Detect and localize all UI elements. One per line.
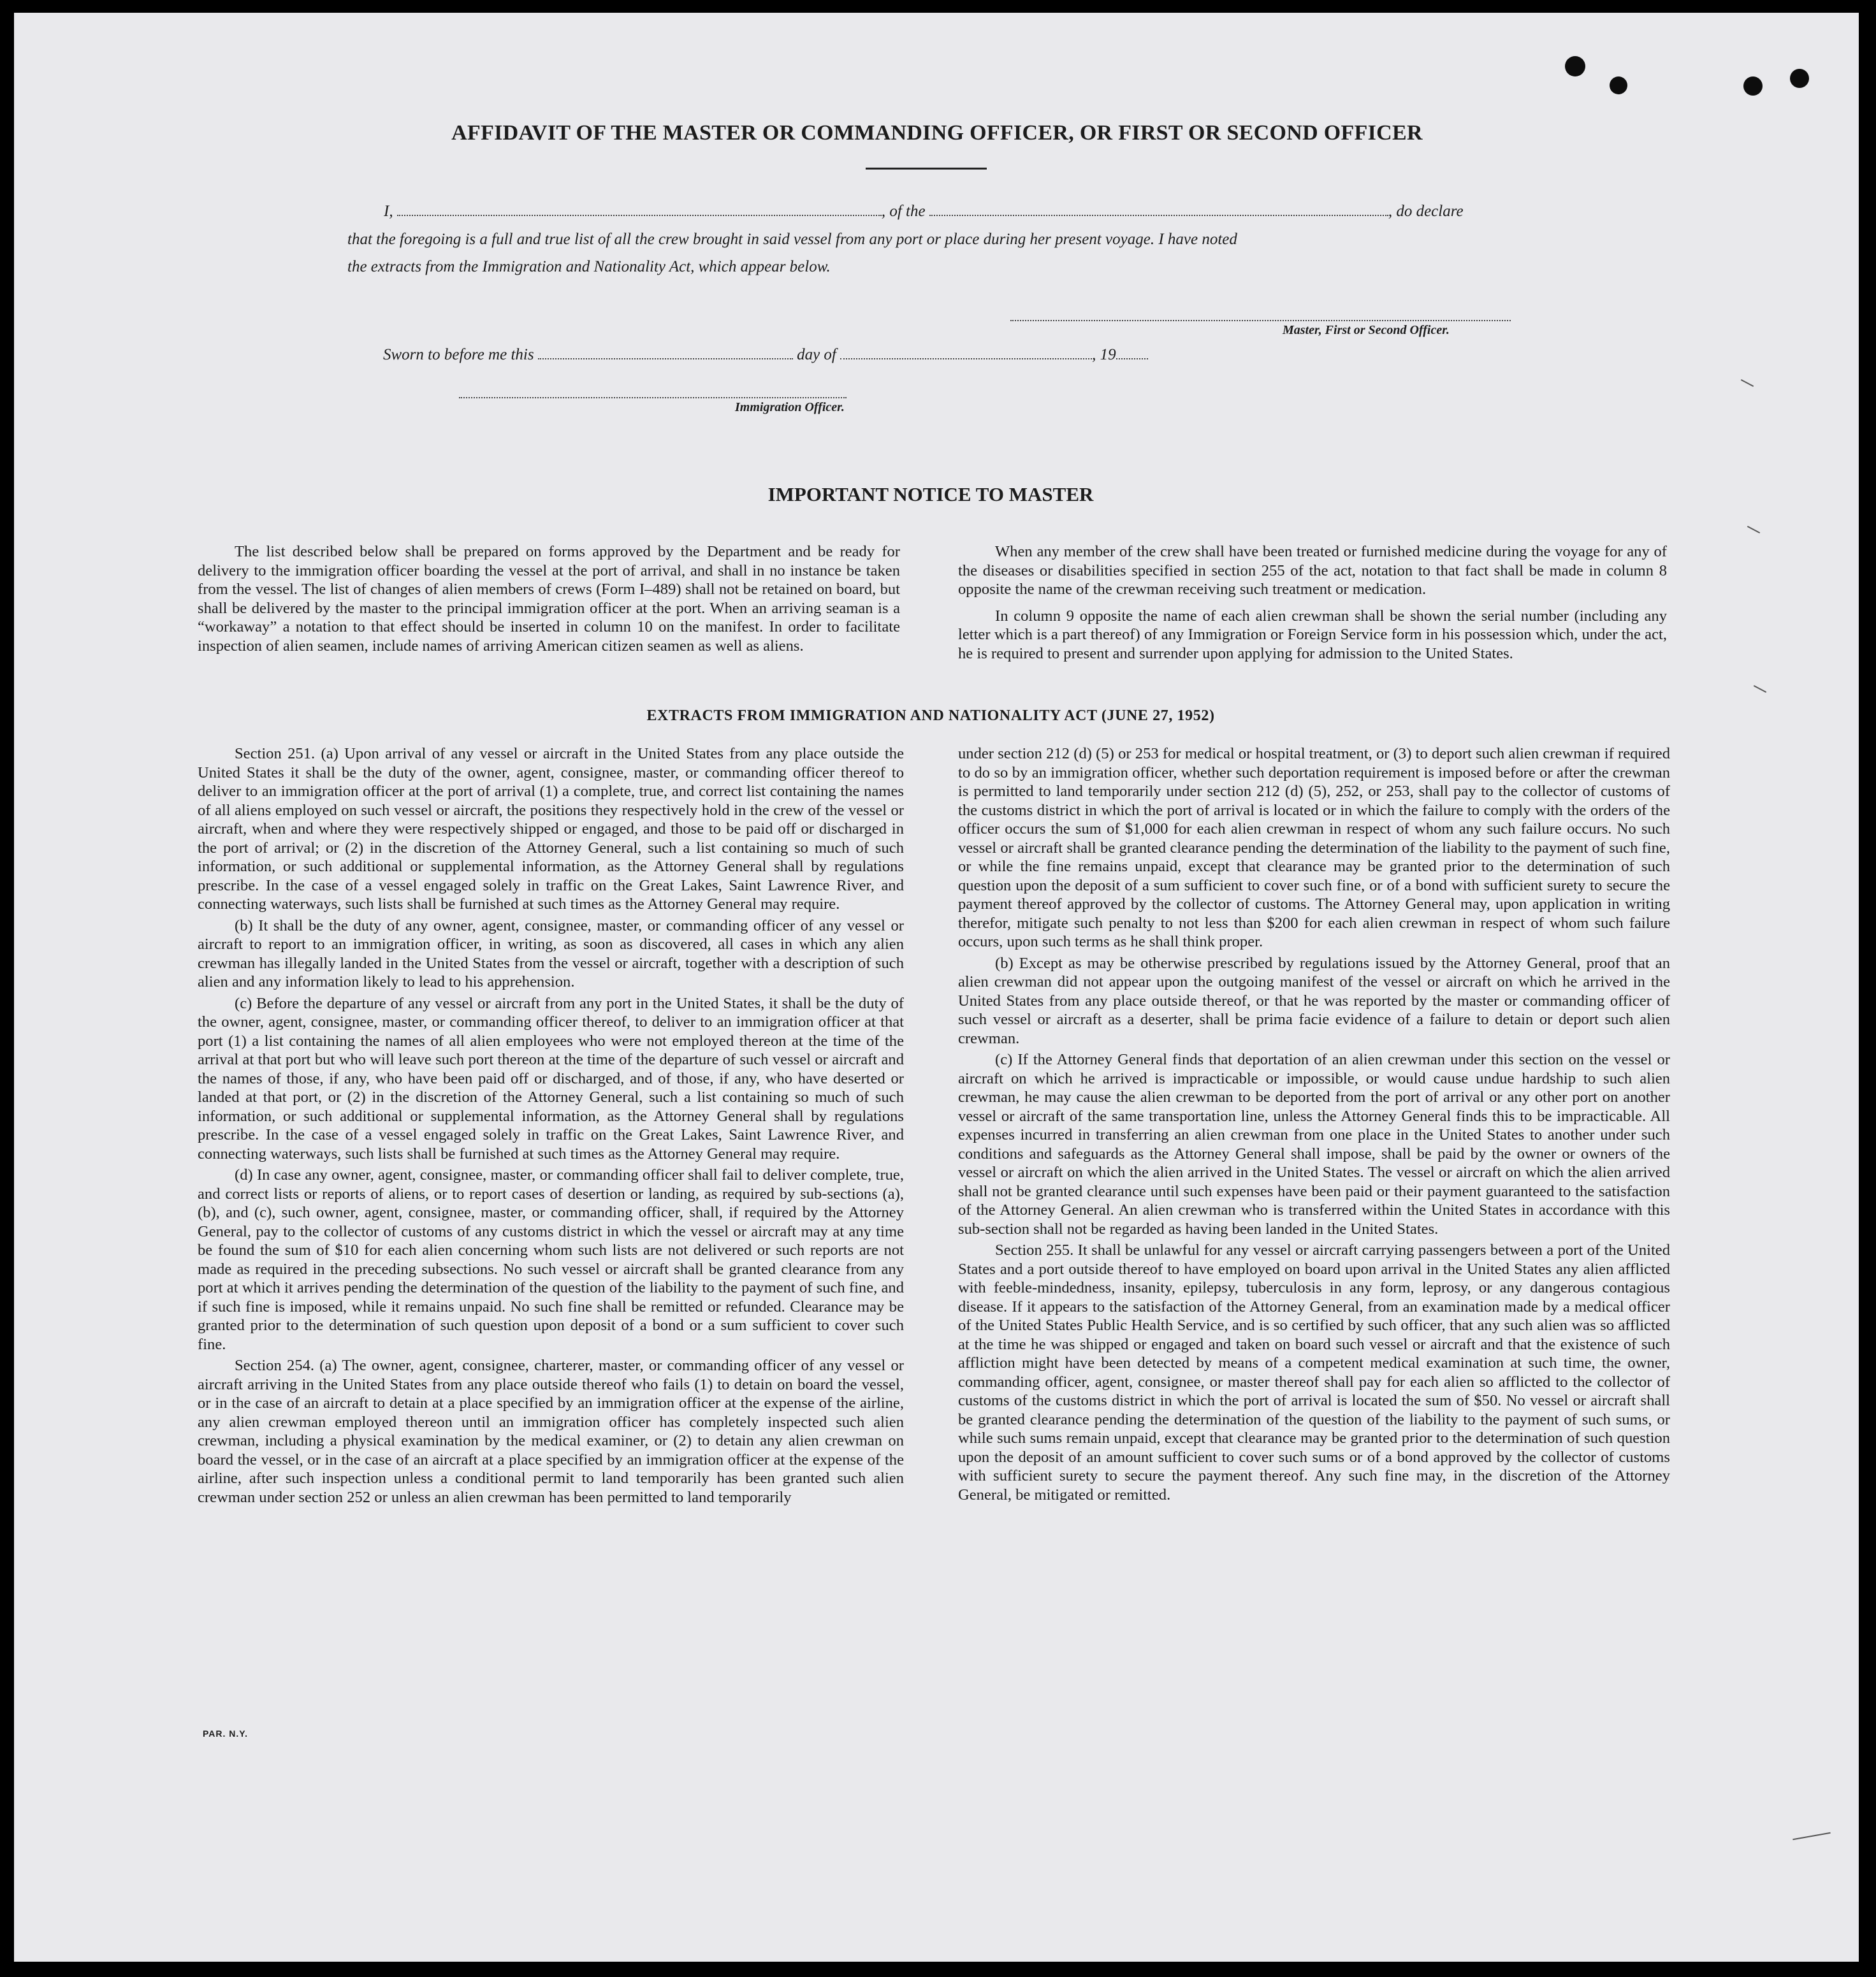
- sworn-day-blank-field[interactable]: [538, 357, 793, 359]
- section-254a-continued-paragraph: under section 212 (d) (5) or 253 for medical or hospital treatment, or (3) to deport such alien crewman if required to do so by an immigration officer, whether such deportation requirement is imposed before or after the crewman is permitted to land temporarily under section 212 (d) (5), 252, or 253, shall pay to the collector of customs of the customs district in which the port of arrival is located or in which the failure to comply with the orders of the officer occurs the sum of $1,000 for each alien crewman in respect of whom any such failure occurs. No such vessel or aircraft shall be granted clearance pending the determination of the liability to the payment of such fine, or while the fine remains unpaid, except that clearance may be granted prior to the determination of such question upon the deposit of a sum sufficient to cover such fine, or of a bond with sufficient surety to secure the payment thereof approved by the collector of customs. The Attorney General may, upon application in writing therefor, mitigate such penalty to not less than $200 for each alien crewman in respect of whom such failure occurs, upon such terms as he shall think proper.: [958, 745, 1670, 950]
- sworn-month-blank-field[interactable]: [840, 357, 1092, 359]
- extracts-left-column: [198, 744, 904, 1509]
- declaration-line-2: that the foregoing is a full and true list of all the crew brought in said vessel from any port or place during her present voyage. I have noted: [347, 231, 1237, 248]
- punch-hole-mark: [1743, 76, 1763, 96]
- section-251b-paragraph: (b) It shall be the duty of any owner, agent, consignee, master, or commanding officer of any vessel or aircraft to report to an immigration officer, in writing, as soon as discovered, all cases in which any alien crewman has illegally landed in the United States from the vessel or aircraft, together with a description of such alien and any information likely to lead to his apprehension.: [198, 916, 904, 990]
- section-254a-paragraph: Section 254. (a) The owner, agent, consignee, charterer, master, or commanding officer of any vessel or aircraft arriving in the United States from any place outside thereof who fails (1) to detain on board the vessel, or in the case of an aircraft to detain at a place specified by an immigration officer at the expense of the airline, any alien crewman employed thereon until an immigration officer has completely inspected such alien crewman, including a physical examination by the medical examiner, or (2) to detain any alien crewman on board the vessel, or in the case of an aircraft at a place specified by an immigration officer at the expense of the airline, after such inspection unless a conditional permit to land temporarily has been granted such alien crewman under section 252 or unless an alien crewman has been permitted to land temporarily: [198, 1357, 904, 1506]
- vessel-blank-field[interactable]: [929, 214, 1388, 216]
- notice-left-column: [198, 542, 900, 658]
- declare-i-label: I,: [384, 203, 393, 220]
- margin-mark: [1792, 1832, 1830, 1840]
- section-251d-paragraph: (d) In case any owner, agent, consignee, master, or commanding officer shall fail to deliver complete, true, and correct lists or reports of aliens, or to report cases of desertion or landing, as required by sub-sections (a), (b), and (c), such owner, agent, consignee, master, or commanding officer, shall, if required by the Attorney General, pay to the collector of customs of any customs district in which the vessel or aircraft may at any time be found the sum of $10 for each alien concerning whom such lists are not delivered or such reports are not made as required in the preceding subsections. No such vessel or aircraft shall be granted clearance from any port at which it arrives pending the determination of the question of the liability to the payment of such fine, and if such fine is imposed, while it remains unpaid. No such fine shall be remitted or refunded. Clearance may be granted prior to the determination of such question upon deposit of a bond or a sum sufficient to cover such fine.: [198, 1166, 904, 1353]
- section-254c-paragraph: (c) If the Attorney General finds that deportation of an alien crewman under this section on the vessel or aircraft on which he arrived is impracticable or impossible, or would cause undue hardship to such alien crewman, he may cause the alien crewman to be deported from the port of arrival or any other port on another vessel or aircraft of the same transportation line, unless the Attorney General finds this to be impracticable. All expenses incurred in transferring an alien crewman from one place in the United States to another under such conditions and safeguards as the Attorney General shall impose, shall be paid by the owner or owners of the vessel or aircraft on which the alien arrived in the United States. The vessel or aircraft on which the alien arrived shall not be granted clearance until such expenses have been paid or their payment guaranteed to the satisfaction of the Attorney General. An alien crewman who is transferred within the United States in accordance with this sub-section shall not be regarded as having been landed in the United States.: [958, 1051, 1670, 1238]
- extracts-right-column: [958, 744, 1670, 1507]
- master-signature-line[interactable]: [1010, 320, 1511, 321]
- declaration-line-3: the extracts from the Immigration and Nationality Act, which appear below.: [347, 258, 831, 275]
- notice-paragraph: The list described below shall be prepared on forms approved by the Department and be ready for delivery to the immigration officer boarding the vessel at the port of arrival, and shall in no instance be taken from the vessel. The list of changes of alien members of crews (Form I–489) shall not be retained on board, but shall be delivered by the master to the principal immigration officer at the port. When an arriving seaman is a “workaway” a notation to that effect should be inserted in column 10 on the manifest. In order to facilitate inspection of alien seamen, include names of arriving American citizen seamen as well as aliens.: [198, 543, 900, 655]
- notice-title: IMPORTANT NOTICE TO MASTER: [767, 483, 1094, 505]
- margin-mark: [1754, 685, 1766, 693]
- section-255-paragraph: Section 255. It shall be unlawful for any vessel or aircraft carrying passengers between a port of the United States and a port outside thereof to have employed on board upon arrival in the United States any alien afflicted with feeble-mindedness, insanity, epilepsy, tuberculosis in any form, leprosy, or any dangerous contagious disease. If it appears to the satisfaction of the Attorney General, from an examination made by a medical officer of the United States Public Health Service, and is so certified by such officer, that any such alien was so afflicted at the time he was shipped or engaged and taken on board such vessel or aircraft and that the existence of such affliction might have been detected by means of a competent medical examination at such time, the owner, commanding officer, agent, consignee, or master thereof shall pay for each alien so afflicted to the collector of customs of the customs district in which the port of arrival is located the sum of $50. No vessel or aircraft shall be granted clearance pending the determination of the question of the liability to the payment of such sums, or while such sums remain unpaid, except that clearance may be granted prior to the determination of such question upon the deposit of an amount sufficient to cover such sums or of a bond approved by the collector of customs with sufficient surety to secure the payment thereof. Any such fine may, in the discretion of the Attorney General, be mitigated or remitted.: [958, 1242, 1670, 1503]
- notice-paragraph: When any member of the crew shall have been treated or furnished medicine during the voyage for any of the diseases or disabilities specified in section 255 of the act, notation to that fact shall be made in column 8 opposite the name of the crewman receiving such treatment or medication.: [958, 543, 1667, 598]
- margin-mark: [1747, 526, 1760, 533]
- sworn-year-blank-field[interactable]: [1116, 357, 1148, 359]
- year-prefix-label: , 19: [1092, 346, 1116, 363]
- extracts-title: EXTRACTS FROM IMMIGRATION AND NATIONALITY ACT (JUNE 27, 1952): [646, 707, 1215, 724]
- officer-signature-caption: Immigration Officer.: [735, 400, 845, 414]
- notice-paragraph: In column 9 opposite the name of each alien crewman shall be shown the serial number (including any letter which is a part thereof) of any Immigration or Foreign Service form in his possession which, under the act, he is required to present and surrender upon applying for admission to the United States.: [958, 607, 1667, 662]
- day-of-label: day of: [797, 346, 836, 363]
- of-the-label: , of the: [881, 203, 926, 220]
- name-blank-field[interactable]: [397, 214, 882, 216]
- section-251a-paragraph: Section 251. (a) Upon arrival of any vessel or aircraft in the United States from any place outside the United States it shall be the duty of the owner, agent, consignee, master, or commanding officer thereof to deliver to an immigration officer at the port of arrival (1) a complete, true, and correct list containing the names of all aliens employed on such vessel or aircraft, the positions they respectively hold in the crew of the vessel or aircraft, when and where they were respectively shipped or engaged, and those to be paid off or discharged in the port of arrival; or (2) in the discretion of the Attorney General, such a list containing so much of such information, or such additional or supplemental information, as the Attorney General shall by regulations prescribe. In the case of a vessel engaged solely in traffic on the Great Lakes, Saint Lawrence River, and connecting waterways, such lists shall be furnished at such times as the Attorney General may require.: [198, 745, 904, 913]
- punch-hole-mark: [1565, 56, 1585, 76]
- punch-hole-mark: [1610, 76, 1627, 94]
- notice-right-column: [958, 542, 1667, 665]
- margin-mark: [1741, 379, 1754, 387]
- sworn-line: [383, 346, 1148, 364]
- section-254b-paragraph: (b) Except as may be otherwise prescribed by regulations issued by the Attorney General, proof that an alien crewman did not appear upon the outgoing manifest of the vessel or aircraft on which he arrived in the United States from any place outside thereof, or that he was reported by the master or commanding officer of such vessel or aircraft as a deserter, shall be prima facie evidence of a failure to detain or deport such alien crewman.: [958, 954, 1670, 1047]
- do-declare-label: , do declare: [1388, 203, 1464, 220]
- affidavit-title: AFFIDAVIT OF THE MASTER OR COMMANDING OFFICER, OR FIRST OR SECOND OFFICER: [451, 121, 1423, 145]
- declaration-line-1: [384, 203, 1464, 221]
- title-rule: [866, 168, 987, 170]
- sworn-label: Sworn to before me this: [383, 346, 534, 363]
- officer-signature-line[interactable]: [459, 397, 847, 398]
- master-signature-caption: Master, First or Second Officer.: [1283, 323, 1450, 337]
- printer-mark: PAR. N.Y.: [203, 1728, 248, 1739]
- section-251c-paragraph: (c) Before the departure of any vessel or aircraft from any port in the United States, it shall be the duty of the owner, agent, consignee, master, or commanding officer thereof, to deliver to an immigration officer at that port (1) a list containing the names of all alien employees who were not employed thereon at the time of the arrival at that port but who will leave such port thereon at the time of the departure of such vessel or aircraft and the names of those, if any, who have been paid off or discharged, and of those, if any, who have deserted or landed at that port, or (2) in the discretion of the Attorney General, such a list containing so much of such information, or such additional or supplemental information, as the Attorney General shall by regulations prescribe. In the case of a vessel engaged solely in traffic on the Great Lakes, Saint Lawrence River, and connecting waterways, such lists shall be furnished at such times as the Attorney General may require.: [198, 994, 904, 1162]
- punch-hole-mark: [1790, 69, 1809, 88]
